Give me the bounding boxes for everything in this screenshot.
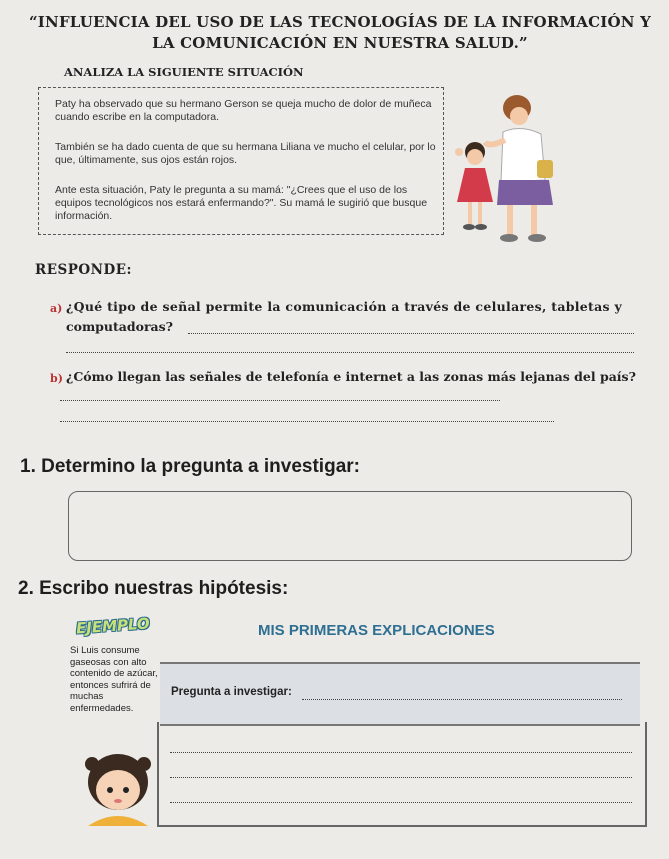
pregunta-answer-line[interactable] [302,699,622,700]
pregunta-label: Pregunta a investigar: [171,686,292,698]
mis-primeras-heading: MIS PRIMERAS EXPLICACIONES [258,622,495,639]
ejemplo-badge: EJEMPLO [75,614,151,638]
girl-dress [457,168,493,202]
hypothesis-example-text: Si Luis consume gaseosas con alto contenido de azúcar, entonces sufrirá de muchas enfermedades. [70,645,158,714]
mother-bag [537,160,553,178]
question-a-letter [50,300,62,315]
question-b-text: ¿Cómo llegan las señales de telefonía e internet a las zonas más lejanas del país? [66,369,636,384]
hypothesis-answer-box [157,722,647,827]
analiza-heading: ANALIZA LA SIGUIENTE SITUACIÓN [64,65,304,79]
child-shirt [88,816,148,826]
situation-paragraph-3: Ante esta situación, Paty le pregunta a su mamá: "¿Crees que el uso de los equipos tecnológicos nos estará enfermando?". Su mamá le sugirió que busque información. [55,184,428,222]
child-face [96,770,140,810]
situation-paragraph-1: Paty ha observado que su hermano Gerson se queja mucho de dolor de muñeca cuando escribe en la computadora. [55,98,432,123]
section-1-heading: 1. Determino la pregunta a investigar: [20,456,360,477]
answer-b-line-1[interactable] [60,400,500,401]
question-b-letter [50,370,63,385]
document-title [20,12,660,54]
responde-heading: RESPONDE: [35,262,132,278]
question-a-line-1: ¿Qué tipo de señal permite la comunicación a través de celulares, tabletas y [66,299,623,314]
hypothesis-line-2[interactable] [170,777,632,778]
title-line-2: LA COMUNICACIÓN EN NUESTRA SALUD.” [152,34,528,52]
mother-face [510,107,528,125]
section-2-heading: 2. Escribo nuestras hipótesis: [18,578,289,599]
question-b-label: b) [50,372,63,385]
hypothesis-line-3[interactable] [170,802,632,803]
situation-paragraph-2: También se ha dado cuenta de que su hermana Liliana ve mucho el celular, por lo que, últimamente, sus ojos están rojos. [55,141,436,166]
mother-daughter-illustration [445,90,565,250]
research-question-box[interactable] [68,491,632,561]
answer-a-line-1[interactable] [188,333,634,334]
answer-b-line-2[interactable] [60,421,554,422]
question-a-line-2: computadoras? [66,319,174,334]
girl-face [467,149,483,165]
hypothesis-line-1[interactable] [170,752,632,753]
child-illustration [78,748,158,826]
answer-a-line-2[interactable] [66,352,634,353]
question-a-label: a) [50,302,63,315]
mother-skirt [497,180,553,205]
title-line-1: “INFLUENCIA DEL USO DE LAS TECNOLOGÍAS DE LA INFORMACIÓN Y [28,13,651,31]
